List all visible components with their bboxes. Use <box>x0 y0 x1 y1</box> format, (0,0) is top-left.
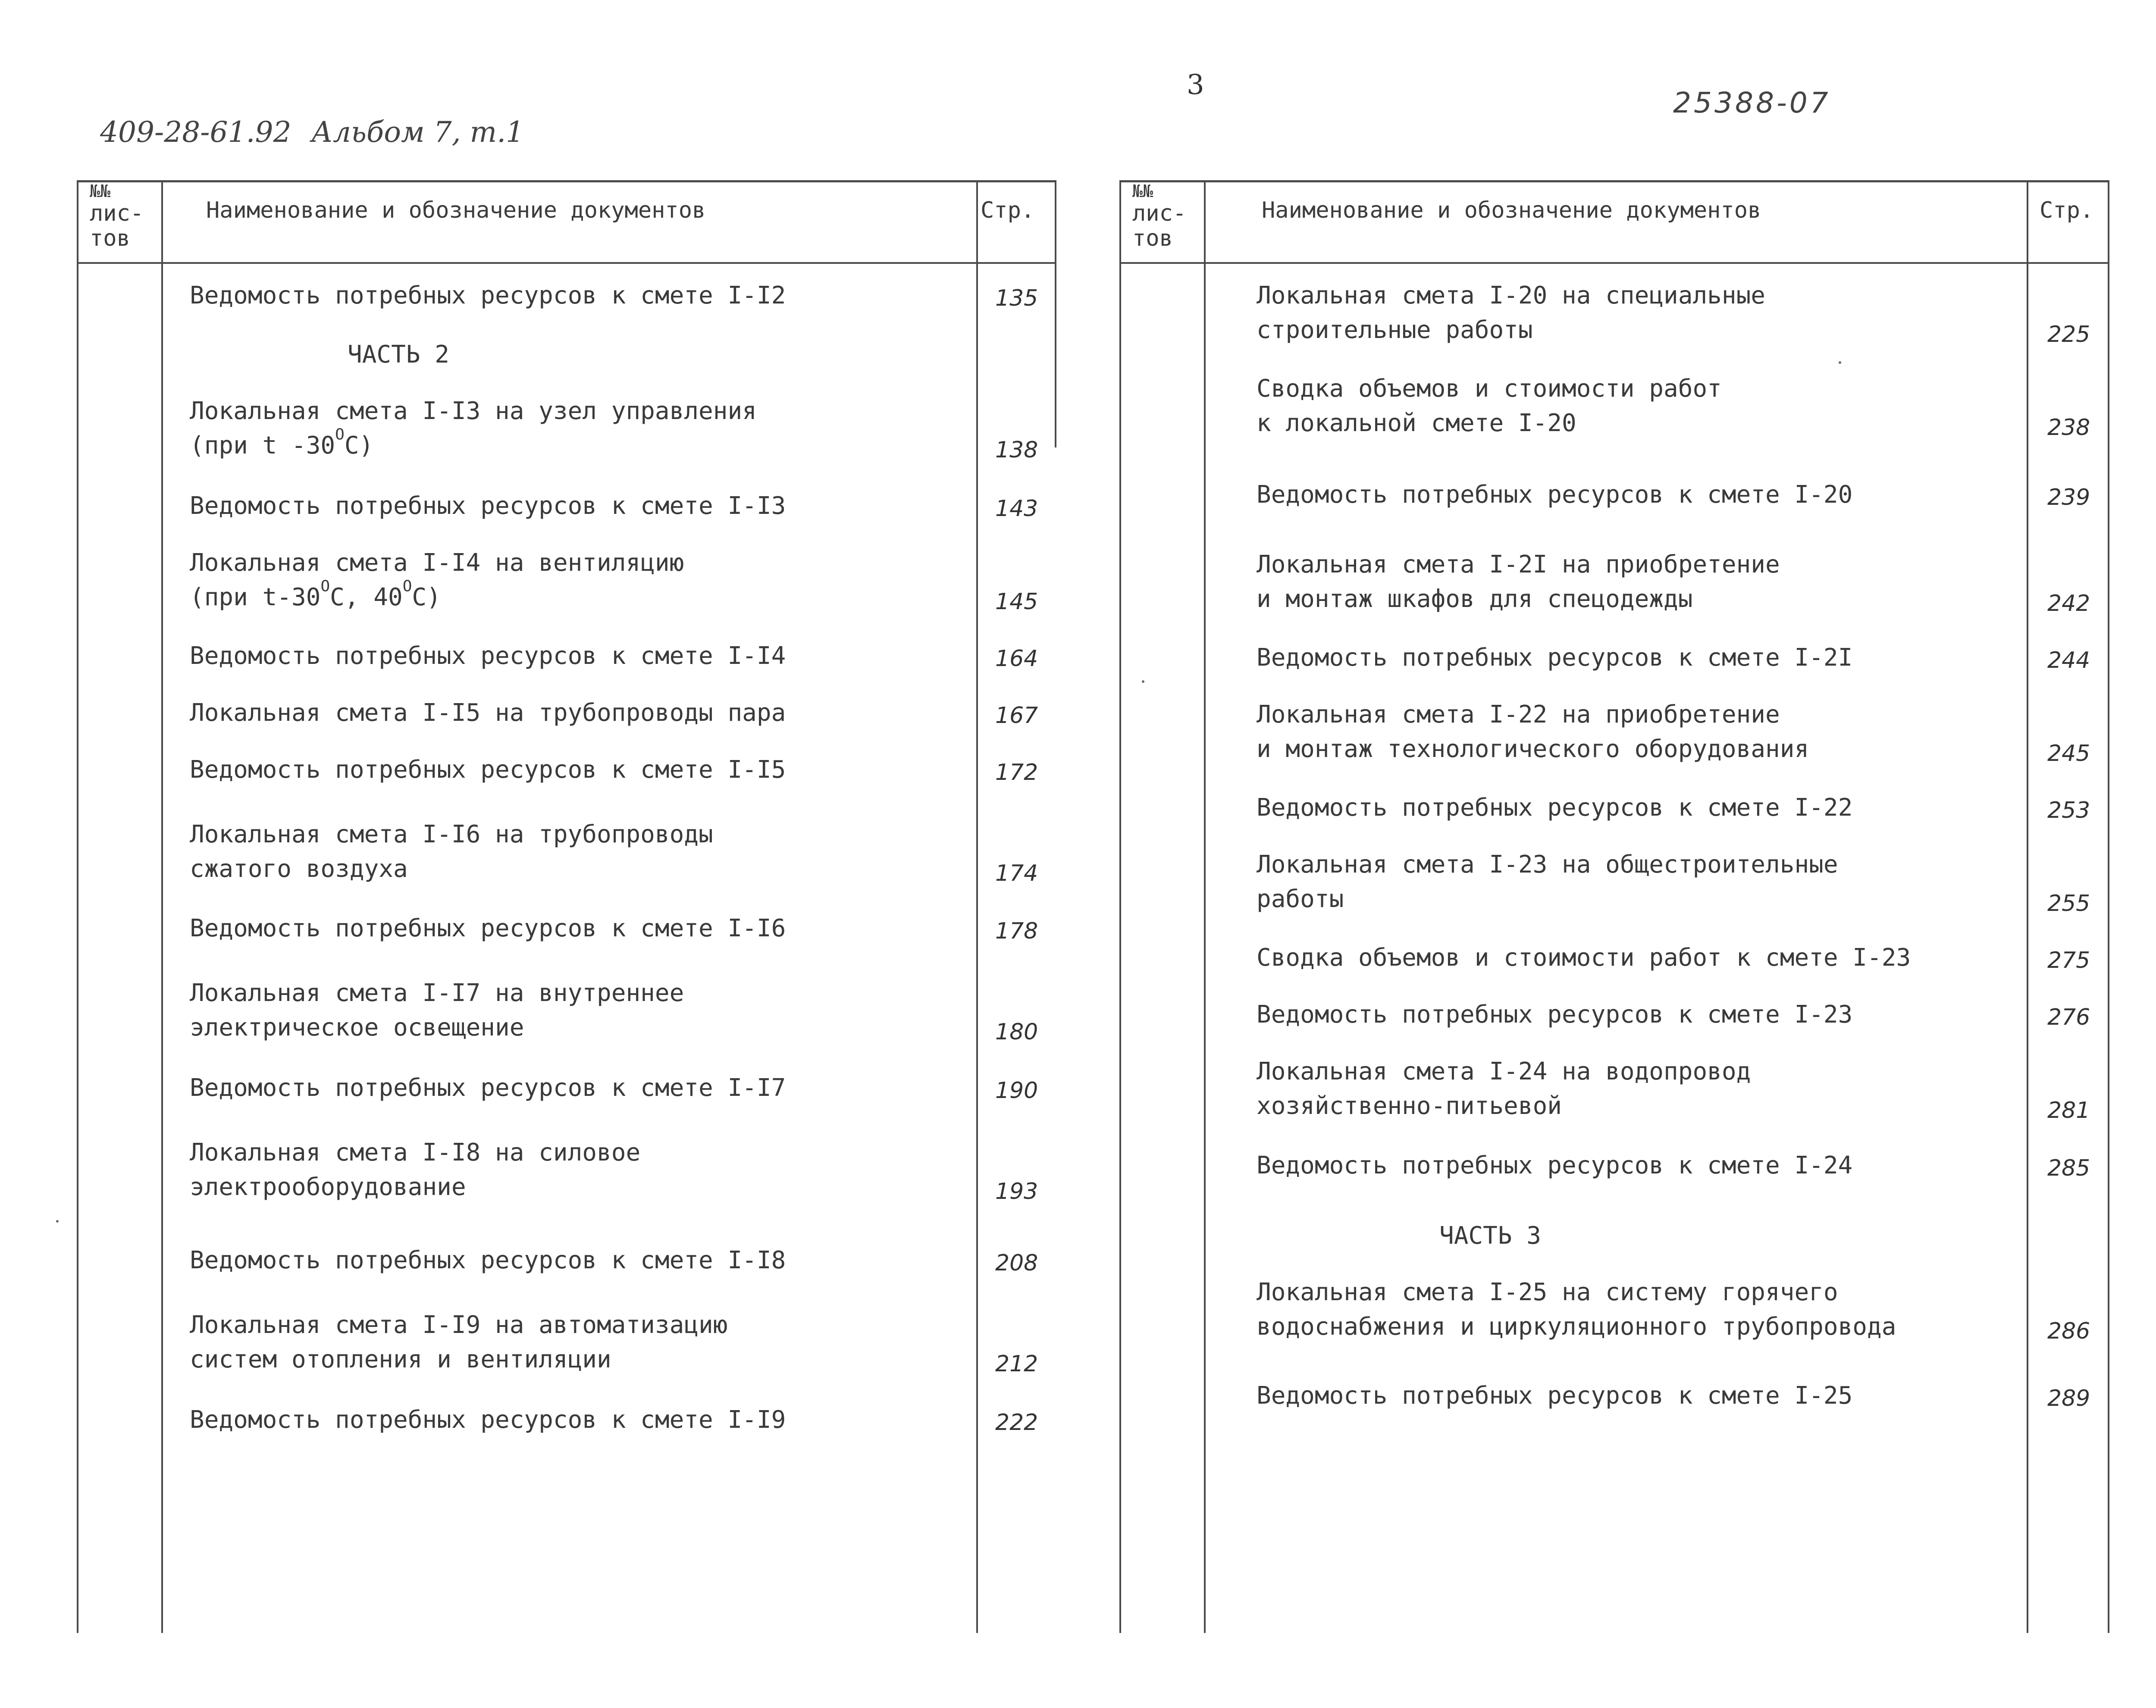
document-title: Локальная смета I-23 на общестроительные <box>1257 851 1838 879</box>
document-title-line2: сжатого воздуха <box>190 855 408 883</box>
contents-table-left <box>77 180 1056 1633</box>
album-label: Альбом 7, т.1 <box>311 116 524 149</box>
document-title: Ведомость потребных ресурсов к смете I-I4 <box>190 642 786 670</box>
column-header-num-line1: лис- <box>1132 200 1187 226</box>
scan-speck <box>1839 361 1841 364</box>
degree-sup: O <box>335 425 345 444</box>
document-title-line2: электрооборудование <box>190 1173 466 1201</box>
document-title: Ведомость потребных ресурсов к смете I-I3 <box>190 492 786 520</box>
document-title: Локальная смета I-I9 на автоматизацию <box>190 1311 728 1339</box>
document-title-line2: к локальной смете I-20 <box>1257 409 1576 437</box>
page-number-cell: 172 <box>995 760 1038 785</box>
part-heading: ЧАСТЬ 3 <box>1439 1222 1542 1250</box>
title-text: C, 40 <box>330 583 403 611</box>
document-title-line2: и монтаж технологического оборудования <box>1257 735 1809 763</box>
page-number-cell: 286 <box>2047 1318 2090 1344</box>
page-number: 3 <box>1187 69 1204 101</box>
page-number-cell: 164 <box>995 646 1038 672</box>
title-text: C) <box>412 583 441 611</box>
document-title: Сводка объемов и стоимости работ <box>1257 375 1722 403</box>
degree-sup: O <box>320 577 330 595</box>
table-page-divider <box>2027 180 2028 1633</box>
page-number-cell: 180 <box>995 1019 1038 1045</box>
page-number-cell: 238 <box>2047 415 2090 441</box>
column-header-num-line1: лис- <box>90 200 144 226</box>
document-title: Локальная смета I-22 на приобретение <box>1257 701 1780 729</box>
page-number-cell: 178 <box>995 918 1038 944</box>
document-title: Ведомость потребных ресурсов к смете I-24 <box>1257 1151 1853 1179</box>
page-number-cell: 145 <box>995 589 1038 615</box>
title-text: C) <box>344 432 374 460</box>
page-number-cell: 285 <box>2047 1155 2090 1181</box>
page-number-cell: 242 <box>2047 591 2090 616</box>
document-title: Ведомость потребных ресурсов к смете I-I6 <box>190 914 786 942</box>
document-title: Ведомость потребных ресурсов к смете I-I2 <box>190 282 786 310</box>
page-number-cell: 167 <box>995 703 1038 729</box>
title-text: (при t -30 <box>190 432 335 460</box>
degree-sup: O <box>402 577 412 595</box>
page-number-cell: 276 <box>2047 1004 2090 1030</box>
document-title-line2: строительные работы <box>1257 316 1533 344</box>
table-left-border <box>77 180 78 1633</box>
document-title: Ведомость потребных ресурсов к смете I-2I <box>1257 644 1853 672</box>
document-code: 409-28-61.92 <box>100 116 291 149</box>
column-header-sheet-number <box>1132 182 1186 251</box>
document-title-line2: водоснабжения и циркуляционного трубопровода <box>1257 1313 1896 1341</box>
page-number-cell: 255 <box>2047 891 2090 917</box>
page-number-cell: 138 <box>995 437 1038 463</box>
document-title: Ведомость потребных ресурсов к смете I-22 <box>1257 794 1853 822</box>
table-right-border <box>2108 180 2109 1633</box>
column-header-num-symbol: №№ <box>1132 181 1153 201</box>
scan-speck <box>56 1220 59 1223</box>
page-number-cell: 275 <box>2047 948 2090 973</box>
table-num-divider <box>161 180 163 1633</box>
document-title: Ведомость потребных ресурсов к смете I-I8 <box>190 1246 786 1274</box>
document-title: Локальная смета I-24 на водопровод <box>1257 1057 1751 1085</box>
document-title: Локальная смета I-I7 на внутреннее <box>190 979 684 1007</box>
table-page-divider <box>976 180 978 1633</box>
page-number-cell: 244 <box>2047 648 2090 673</box>
contents-table-right <box>1119 180 2109 1633</box>
document-title-line2: электрическое освещение <box>190 1014 524 1042</box>
document-title: Ведомость потребных ресурсов к смете I-I5 <box>190 756 786 784</box>
page-number-cell: 253 <box>2047 798 2090 823</box>
page-number-cell: 225 <box>2047 322 2090 347</box>
part-heading: ЧАСТЬ 2 <box>348 341 450 369</box>
table-num-divider <box>1204 180 1206 1633</box>
column-header-sheet-number <box>90 182 144 251</box>
page-number-cell: 208 <box>995 1250 1038 1276</box>
page-number-cell: 239 <box>2047 485 2090 510</box>
page-number-cell: 174 <box>995 860 1038 886</box>
document-title-line2: хозяйственно-питьевой <box>1257 1092 1562 1120</box>
column-header-page: Стр. <box>981 197 1035 223</box>
document-title: Локальная смета I-20 на специальные <box>1257 282 1766 310</box>
table-header-divider <box>1119 262 2109 264</box>
table-header-divider <box>77 262 1056 264</box>
document-title: Ведомость потребных ресурсов к смете I-25 <box>1257 1382 1853 1410</box>
document-title: Ведомость потребных ресурсов к смете I-I7 <box>190 1074 786 1102</box>
document-title-line2: систем отопления и вентиляции <box>190 1345 611 1373</box>
table-right-border <box>1055 180 1056 447</box>
page-number-cell: 289 <box>2047 1386 2090 1411</box>
document-title-line2 <box>190 577 441 615</box>
page-number-cell: 190 <box>995 1078 1038 1104</box>
document-title: Ведомость потребных ресурсов к смете I-20 <box>1257 481 1853 509</box>
inventory-number: 25388-07 <box>1673 86 1831 119</box>
document-title: Локальная смета I-2I на приобретение <box>1257 551 1780 579</box>
page-number-cell: 193 <box>995 1179 1038 1204</box>
table-top-border <box>77 180 1056 182</box>
column-header-document-name: Наименование и обозначение документов <box>1262 197 1761 223</box>
column-header-page: Стр. <box>2040 197 2094 223</box>
document-title-line2 <box>190 425 374 463</box>
page-number-cell: 245 <box>2047 741 2090 766</box>
table-left-border <box>1119 180 1121 1633</box>
scan-speck <box>1142 680 1144 683</box>
table-top-border <box>1119 180 2109 182</box>
document-title: Локальная смета I-I3 на узел управления <box>190 397 757 425</box>
page-number-cell: 212 <box>995 1351 1038 1377</box>
page-number-cell: 281 <box>2047 1098 2090 1123</box>
document-title: Ведомость потребных ресурсов к смете I-23 <box>1257 1001 1853 1029</box>
page-number-cell: 143 <box>995 496 1038 522</box>
title-text: (при t-30 <box>190 583 321 611</box>
page-number-cell: 222 <box>995 1410 1038 1436</box>
column-header-num-symbol: №№ <box>90 181 111 201</box>
document-title: Локальная смета I-I5 на трубопроводы пара <box>190 699 786 727</box>
document-title: Локальная смета I-I4 на вентиляцию <box>190 549 684 577</box>
document-title: Сводка объемов и стоимости работ к смете I-23 <box>1257 944 1911 972</box>
column-header-num-line2: тов <box>1132 225 1173 251</box>
column-header-document-name: Наименование и обозначение документов <box>206 197 706 223</box>
page-number-cell: 135 <box>995 285 1038 311</box>
column-header-num-line2: тов <box>90 225 130 251</box>
document-title: Ведомость потребных ресурсов к смете I-I9 <box>190 1406 786 1434</box>
document-title: Локальная смета I-I6 на трубопроводы <box>190 820 713 848</box>
document-title: Локальная смета I-25 на систему горячего <box>1257 1278 1838 1306</box>
document-title-line2: работы <box>1257 885 1344 913</box>
document-title-line2: и монтаж шкафов для спецодежды <box>1257 585 1693 613</box>
document-title: Локальная смета I-I8 на силовое <box>190 1139 641 1167</box>
